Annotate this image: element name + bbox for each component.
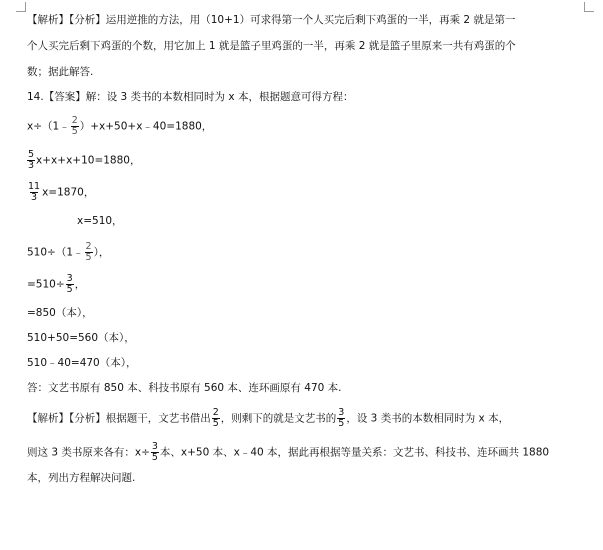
analysis-line-3: 数；据此解答.	[27, 66, 94, 78]
explanation-line-3: 本，列出方程解决问题.	[27, 472, 136, 484]
equation-6-prefix: =510÷	[27, 278, 65, 291]
fraction	[85, 242, 93, 263]
fraction-numerator: 3	[66, 273, 73, 284]
explanation-text-b: ，则剩下的就是文艺书的	[220, 412, 337, 425]
answer-line: 答：文艺书原有 850 本、科技书原有 560 本、连环画原有 470 本.	[27, 382, 342, 394]
page-corner-mark-right	[584, 2, 594, 12]
fraction-numerator: 2	[212, 407, 219, 418]
equation-1-suffix: ）+x+50+x﹣40=1880，	[79, 120, 213, 133]
explanation-line-2	[27, 442, 549, 463]
fraction-numerator: 3	[151, 441, 158, 452]
fraction	[71, 116, 79, 137]
page-corner-mark-left	[16, 2, 26, 12]
analysis-line-2: 个人买完后剩下鸡蛋的个数，用它加上 1 就是篮子里鸡蛋的一半，再乘 2 就是篮子里原来一共有鸡蛋的个	[27, 40, 516, 52]
equation-6	[27, 274, 85, 295]
fraction-denominator: 5	[151, 452, 158, 463]
equation-5-suffix: ），	[93, 246, 110, 259]
explanation-line-1	[27, 408, 509, 429]
explanation-text-a: 则这 3 类书原来各有：x÷	[27, 446, 150, 459]
fraction-denominator: 3	[31, 192, 38, 203]
fraction-denominator: 5	[85, 252, 92, 263]
fraction	[27, 150, 35, 171]
explanation-text-a: 【解析】【分析】根据题干，文艺书借出	[27, 412, 211, 425]
fraction	[66, 274, 74, 295]
fraction	[27, 182, 41, 203]
fraction-denominator: 5	[338, 418, 345, 429]
fraction-denominator: 3	[28, 160, 35, 171]
q14-header: 14.【答案】解：设 3 类书的本数相同时为 x 本，根据题意可得方程：	[27, 91, 354, 103]
equation-4: x=510，	[77, 215, 123, 227]
fraction-denominator: 5	[212, 418, 219, 429]
equation-6-suffix: ，	[74, 278, 86, 291]
equation-7: =850（本），	[27, 307, 93, 319]
fraction-denominator: 5	[66, 284, 73, 295]
equation-8: 510+50=560（本），	[27, 332, 135, 344]
fraction-numerator: 2	[85, 241, 92, 252]
equation-3	[27, 182, 94, 203]
explanation-text-c: ，设 3 类书的本数相同时为 x 本，	[346, 412, 510, 425]
analysis-line-1: 【解析】【分析】运用逆推的方法，用（10+1）可求得第一个人买完后剩下鸡蛋的一半，再乘 2 就是第一	[27, 14, 516, 26]
fraction	[151, 442, 159, 463]
fraction	[337, 408, 345, 429]
equation-3-suffix: x=1870，	[42, 186, 95, 199]
fraction	[212, 408, 220, 429]
fraction-numerator: 5	[28, 149, 35, 160]
explanation-text-b: 本、x+50 本、x﹣40 本，据此再根据等量关系：文艺书、科技书、连环画共 1880	[159, 446, 550, 459]
fraction-numerator: 3	[338, 407, 345, 418]
equation-5-prefix: 510÷（1﹣	[27, 246, 84, 259]
equation-2	[27, 150, 140, 171]
equation-1	[27, 116, 212, 137]
fraction-numerator: 2	[71, 115, 78, 126]
fraction-numerator: 11	[28, 181, 41, 192]
equation-1-prefix: x÷（1﹣	[27, 120, 70, 133]
equation-9: 510﹣40=470（本），	[27, 357, 137, 369]
fraction-denominator: 5	[71, 126, 78, 137]
equation-5	[27, 242, 109, 263]
equation-2-suffix: x+x+x+10=1880，	[36, 154, 141, 167]
